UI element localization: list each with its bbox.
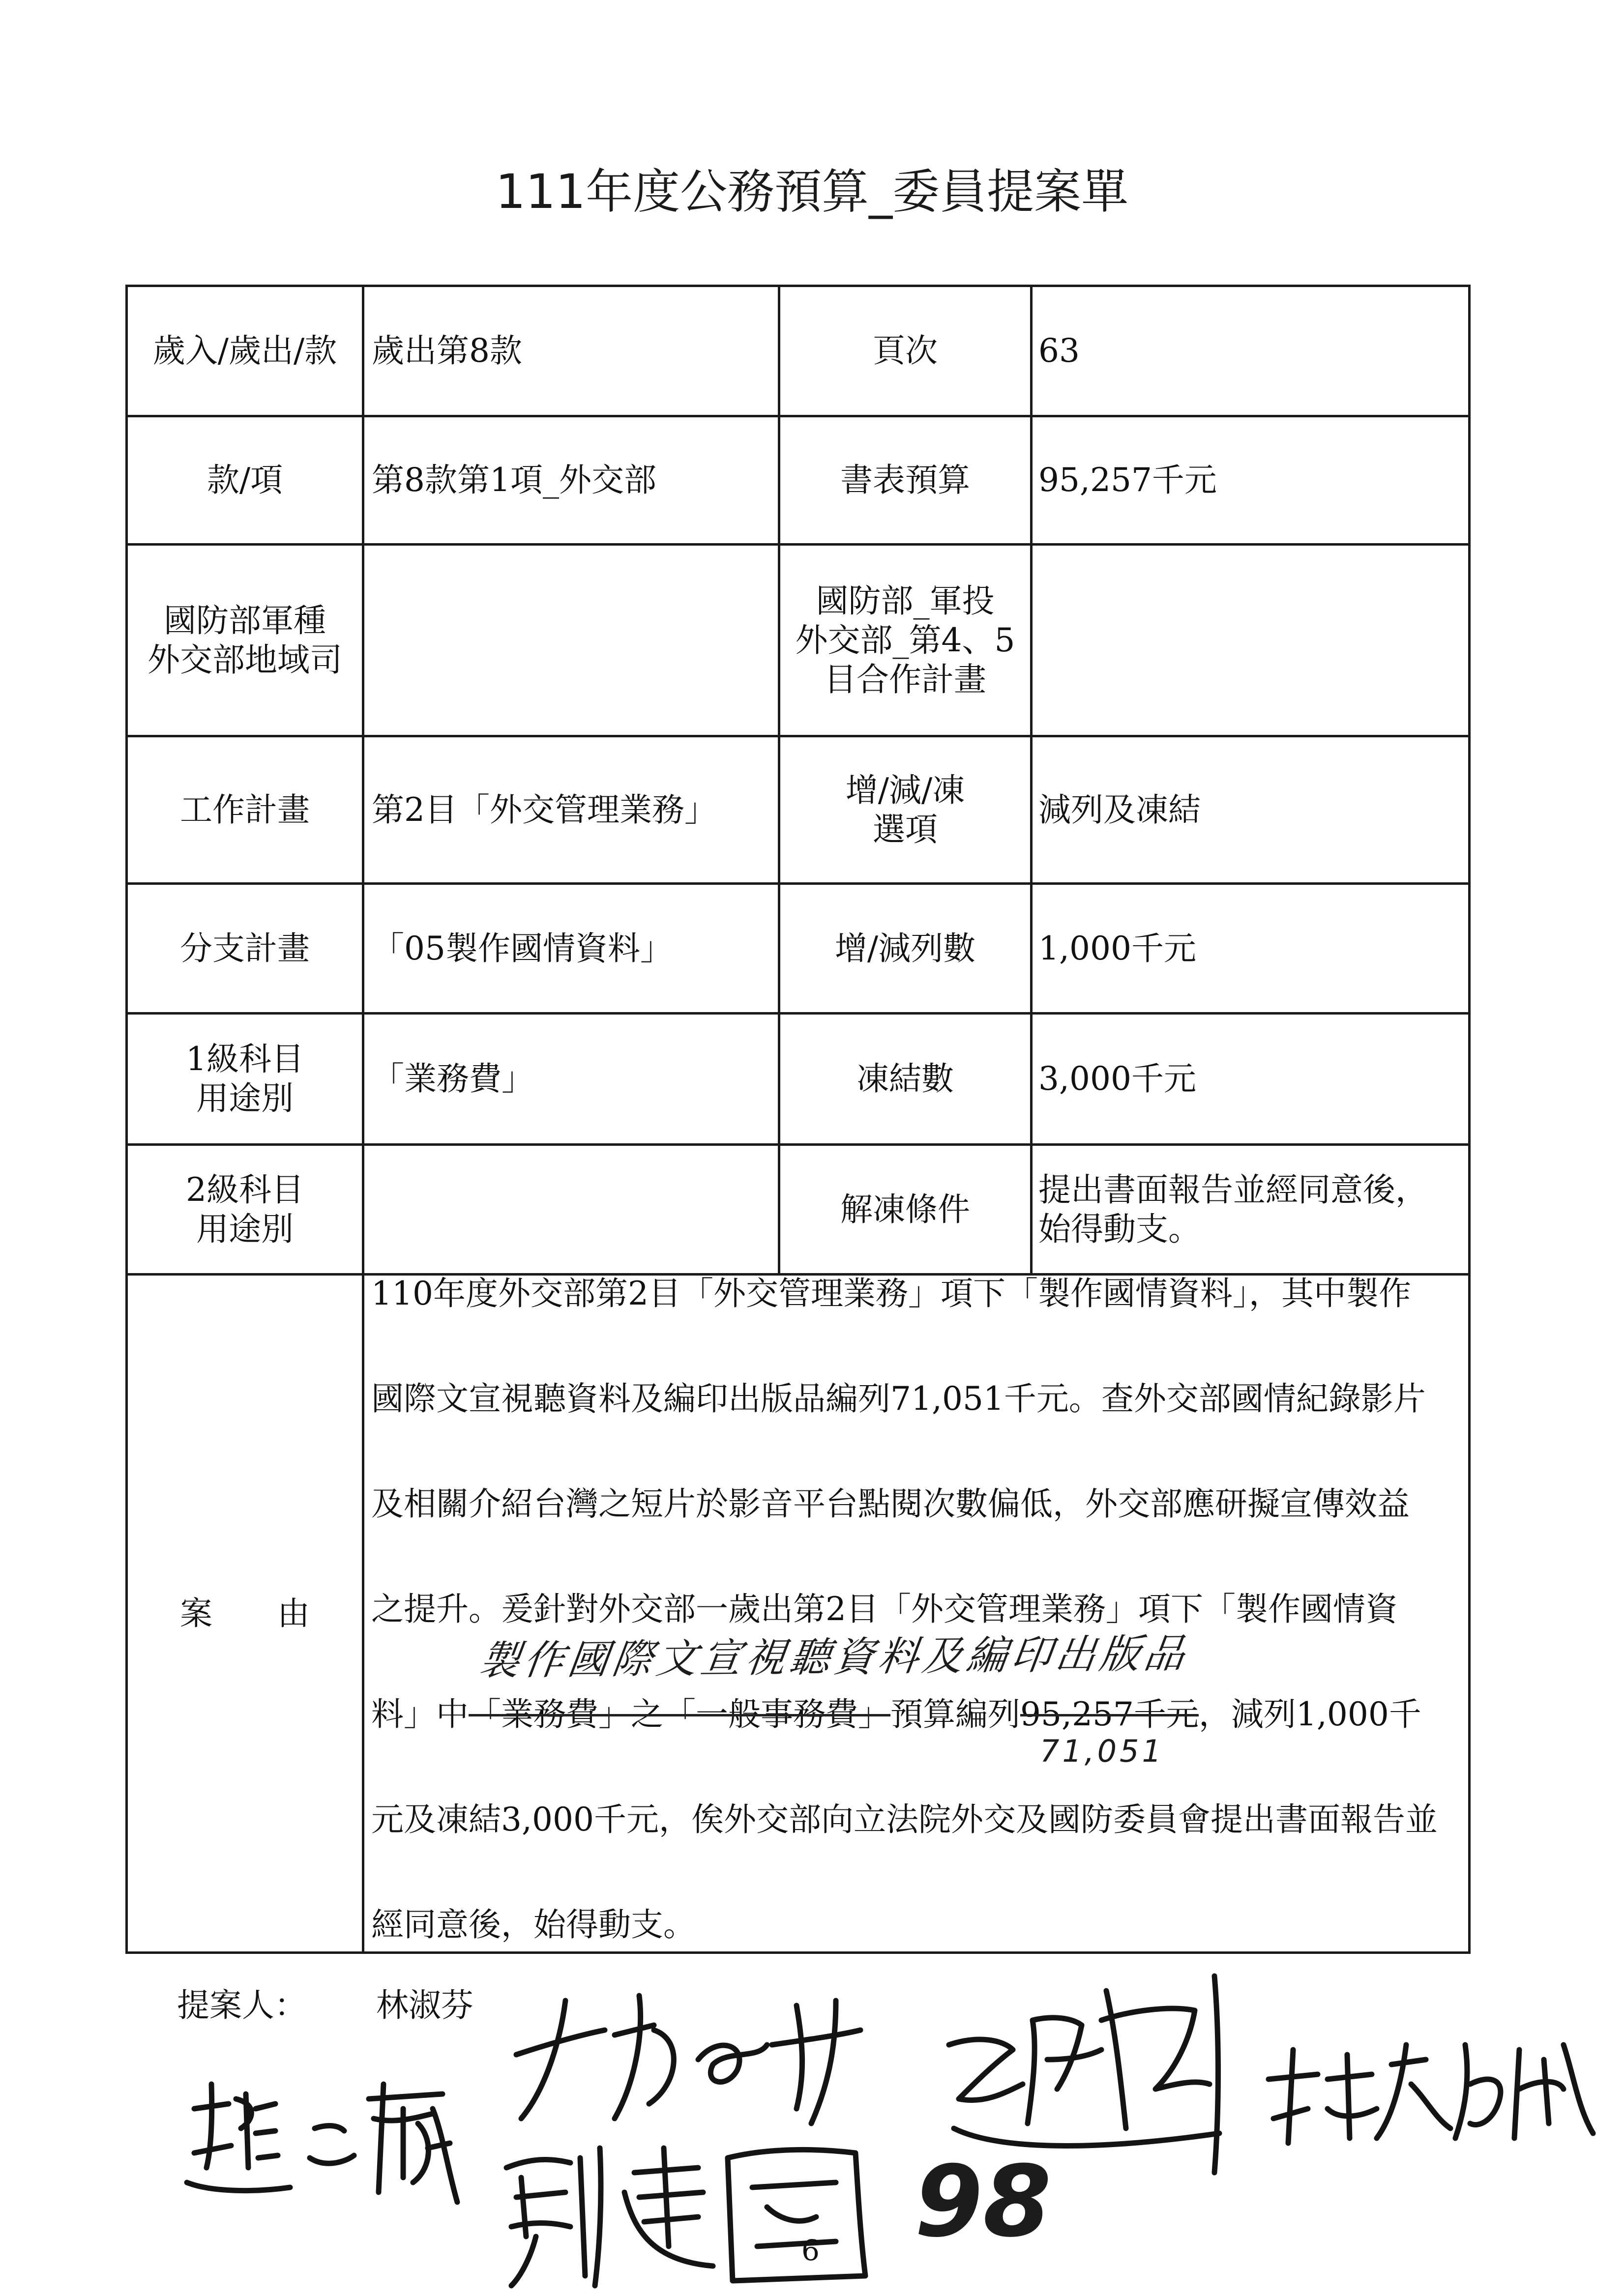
cell-work-plan-label bbox=[128, 737, 364, 885]
reason-line-edited bbox=[371, 1695, 1421, 1733]
signature-5 bbox=[1269, 2045, 1593, 2143]
signature-stroke bbox=[1455, 2045, 1501, 2138]
unfreeze-condition-line: 提出書面報告並經同意後， bbox=[1038, 1170, 1428, 1209]
reason-line: 110年度外交部第2目「外交管理業務」項下「製作國情資料」，其中製作 bbox=[371, 1276, 1411, 1312]
proposer-label: 提案人： bbox=[177, 1986, 307, 2024]
unfreeze-condition-line: 始得動支。 bbox=[1038, 1210, 1201, 1248]
reason-line: 之提升。爰針對外交部一歲出第2目「外交管理業務」項下「製作國情資 bbox=[371, 1590, 1398, 1628]
reason-label: 案 由 bbox=[180, 1594, 310, 1632]
option-label-line: 增/減/凍 bbox=[845, 771, 965, 809]
cell-cooperation-plan-value bbox=[1033, 546, 1471, 737]
cell-page-value bbox=[1033, 287, 1471, 417]
cell-budget-type-label bbox=[128, 287, 364, 417]
signature-stroke bbox=[624, 2148, 713, 2266]
work-plan-label: 工作計畫 bbox=[180, 790, 310, 829]
signature-stroke bbox=[1377, 2045, 1450, 2138]
document-title: 111年度公務預算_委員提案單 bbox=[495, 164, 1129, 219]
cell-reason-label bbox=[128, 1276, 364, 1954]
cell-reason-text bbox=[364, 1276, 1471, 1954]
signature-stroke bbox=[1514, 2045, 1593, 2138]
agency-label-line: 國防部軍種 bbox=[164, 601, 326, 639]
signature-stroke bbox=[772, 2001, 860, 2123]
page-value: 63 bbox=[1038, 332, 1080, 370]
book-budget-value: 95,257千元 bbox=[1038, 461, 1217, 499]
adjust-amount-label: 增/減列數 bbox=[834, 929, 976, 967]
signature-stroke bbox=[698, 2045, 767, 2082]
unfreeze-condition-label: 解凍條件 bbox=[840, 1190, 970, 1228]
cell-freeze-amount-label bbox=[780, 1015, 1033, 1146]
signature-2 bbox=[187, 2084, 457, 2202]
reason-segment: 料」中 bbox=[371, 1695, 469, 1733]
signature-stroke bbox=[310, 2126, 354, 2164]
freeze-amount-label: 凍結數 bbox=[856, 1060, 954, 1098]
freeze-amount-value: 3,000千元 bbox=[1038, 1060, 1196, 1098]
branch-plan-value: 「05製作國情資料」 bbox=[372, 929, 673, 967]
level1-subject-value: 「業務費」 bbox=[372, 1060, 534, 1098]
cell-unfreeze-condition-label bbox=[780, 1146, 1033, 1276]
reason-line: 國際文宣視聽資料及編印出版品編列71,051千元。查外交部國情紀錄影片 bbox=[371, 1380, 1426, 1418]
cooperation-plan-line: 外交部_第4、5 bbox=[795, 621, 1015, 659]
signature-stroke bbox=[1028, 2018, 1101, 2123]
cell-work-plan-value bbox=[364, 737, 780, 885]
handwritten-amount: 71,051 bbox=[1040, 1733, 1164, 1769]
cell-adjust-amount-label bbox=[780, 885, 1033, 1015]
page-number: 6 bbox=[801, 2234, 820, 2267]
cell-cooperation-plan-label bbox=[780, 546, 1033, 737]
cell-section-item-label bbox=[128, 417, 364, 546]
reason-line: 及相關介紹台灣之短片於影音平台點閱次數偏低，外交部應研擬宣傳效益 bbox=[371, 1485, 1410, 1523]
cell-adjust-amount-value bbox=[1033, 885, 1471, 1015]
cell-option-label bbox=[780, 737, 1033, 885]
level2-subject-line: 2級科目 bbox=[186, 1170, 304, 1209]
cooperation-plan-line: 目合作計畫 bbox=[824, 660, 986, 698]
cell-branch-plan-value bbox=[364, 885, 780, 1015]
cell-book-budget-label bbox=[780, 417, 1033, 546]
signature-stroke bbox=[369, 2084, 457, 2202]
signature-stroke bbox=[949, 2039, 1023, 2100]
cell-option-value bbox=[1033, 737, 1471, 885]
cell-book-budget-value bbox=[1033, 417, 1471, 546]
reason-line: 經同意後，始得動支。 bbox=[371, 1906, 696, 1944]
reason-line: 元及凍結3,000千元，俟外交部向立法院外交及國防委員會提出書面報告並 bbox=[371, 1801, 1438, 1838]
cell-unfreeze-condition-value bbox=[1033, 1146, 1471, 1276]
signature-stroke bbox=[187, 2084, 290, 2191]
signature-stroke bbox=[1269, 2050, 1318, 2143]
level1-subject-line: 1級科目 bbox=[186, 1040, 304, 1078]
proposal-form-table bbox=[125, 285, 1471, 1954]
signature-1 bbox=[516, 1996, 860, 2123]
section-item-label: 款/項 bbox=[207, 461, 283, 499]
handwritten-insertion: 製作國際文宣視聽資料及編印出版品 bbox=[476, 1630, 1192, 1685]
signature-4 bbox=[949, 1976, 1219, 2173]
level2-subject-line: 用途別 bbox=[196, 1210, 294, 1248]
cell-agency-value bbox=[364, 546, 780, 737]
section-item-value: 第8款第1項_外交部 bbox=[372, 461, 656, 499]
reason-segment: 預算編列 bbox=[890, 1695, 1020, 1733]
reason-segment-struck: 95,257千元 bbox=[1020, 1695, 1199, 1733]
option-value: 減列及凍結 bbox=[1038, 790, 1201, 829]
branch-plan-label: 分支計畫 bbox=[180, 929, 310, 967]
work-plan-value: 第2目「外交管理業務」 bbox=[372, 790, 717, 829]
option-label-line: 選項 bbox=[873, 810, 938, 848]
signature-stroke bbox=[506, 2148, 601, 2286]
cell-level1-subject-label bbox=[128, 1015, 364, 1146]
book-budget-label: 書表預算 bbox=[840, 461, 970, 499]
cell-freeze-amount-value bbox=[1033, 1015, 1471, 1146]
agency-label-line: 外交部地域司 bbox=[148, 640, 342, 679]
proposer-name: 林淑芬 bbox=[376, 1986, 473, 2024]
cell-section-item-value bbox=[364, 417, 780, 546]
cell-level2-subject-value bbox=[364, 1146, 780, 1276]
cell-agency-label bbox=[128, 546, 364, 737]
budget-type-label: 歲入/歲出/款 bbox=[152, 332, 337, 370]
budget-type-value: 歲出第8款 bbox=[372, 332, 522, 370]
signature-stroke bbox=[954, 2128, 1219, 2146]
signature-stroke bbox=[615, 1996, 674, 2119]
signature-stroke bbox=[516, 2001, 605, 2119]
cell-level2-subject-label bbox=[128, 1146, 364, 1276]
signature-stroke bbox=[1328, 2055, 1377, 2138]
page-label: 頁次 bbox=[873, 332, 938, 370]
cell-page-label bbox=[780, 287, 1033, 417]
reason-segment: ，減列1,000千 bbox=[1198, 1695, 1421, 1733]
cell-branch-plan-label bbox=[128, 885, 364, 1015]
cell-budget-type-value bbox=[364, 287, 780, 417]
reason-segment-struck: 「業務費」之「一般事務費」 bbox=[469, 1695, 890, 1733]
level1-subject-line: 用途別 bbox=[196, 1079, 294, 1117]
adjust-amount-value: 1,000千元 bbox=[1038, 929, 1196, 967]
signature-stroke bbox=[728, 2150, 865, 2281]
handwritten-number: 98 bbox=[915, 2145, 1052, 2259]
cooperation-plan-line: 國防部_軍投 bbox=[816, 581, 995, 620]
cell-level1-subject-value bbox=[364, 1015, 780, 1146]
